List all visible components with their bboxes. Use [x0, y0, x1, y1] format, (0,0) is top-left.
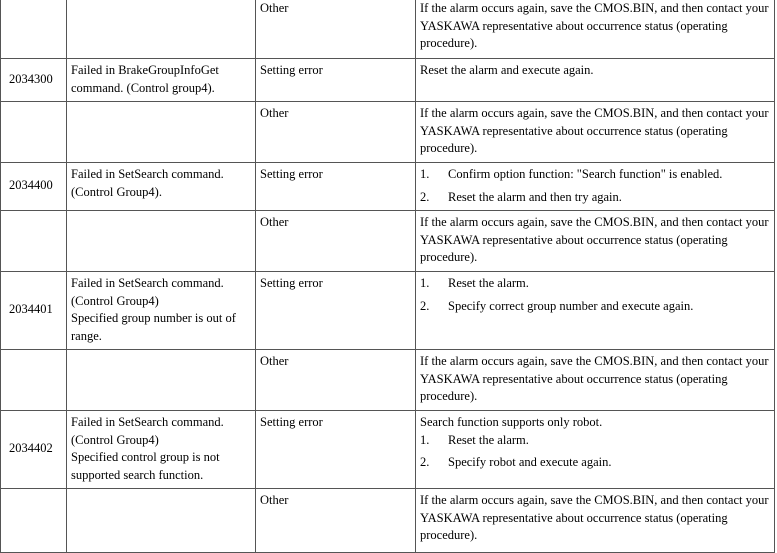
alarm-cause: Setting error	[256, 163, 416, 211]
alarm-remedy: If the alarm occurs again, save the CMOS.BIN, and then contact your YASKAWA representative about occurrence status (operating procedure).	[416, 489, 775, 553]
step-text: Reset the alarm and then try again.	[448, 189, 622, 204]
list-item	[420, 298, 770, 316]
alarm-cause: Setting error	[256, 411, 416, 489]
list-item	[420, 166, 770, 184]
remedy-steps	[420, 275, 770, 315]
alarm-cause: Other	[256, 211, 416, 272]
list-item	[420, 454, 770, 472]
table-row	[1, 411, 775, 489]
alarm-remedy: If the alarm occurs again, save the CMOS.BIN, and then contact your YASKAWA representative about occurrence status (operating procedure).	[416, 350, 775, 411]
alarm-cause: Other	[256, 489, 416, 553]
message-line: Failed in SetSearch command. (Control Group4)	[71, 415, 224, 447]
alarm-message: Failed in SetSearch command. (Control Group4).	[67, 163, 256, 211]
step-text: Specify correct group number and execute again.	[448, 298, 694, 313]
alarm-cause: Other	[256, 0, 416, 59]
alarm-message	[67, 350, 256, 411]
step-text: Specify robot and execute again.	[448, 455, 612, 469]
step-text: Reset the alarm.	[448, 432, 529, 447]
list-item	[420, 432, 770, 450]
step-number: 2.	[420, 455, 430, 469]
step-number: 2.	[420, 189, 430, 204]
alarm-remedy: Reset the alarm and execute again.	[416, 59, 775, 102]
remedy-intro: Search function supports only robot.	[420, 415, 603, 429]
alarm-remedy	[416, 163, 775, 211]
remedy-steps	[420, 166, 770, 206]
step-number: 1.	[420, 276, 430, 290]
remedy-steps	[420, 432, 770, 472]
message-line: Failed in SetSearch command. (Control Group4)	[71, 276, 224, 308]
alarm-code	[1, 350, 67, 411]
table-row	[1, 272, 775, 350]
alarm-cause: Setting error	[256, 59, 416, 102]
alarm-message	[67, 102, 256, 163]
alarm-remedy: If the alarm occurs again, save the CMOS.BIN, and then contact your YASKAWA representative about occurrence status (operating procedure).	[416, 102, 775, 163]
alarm-remedy	[416, 411, 775, 489]
table-row	[1, 350, 775, 411]
table-row	[1, 163, 775, 211]
alarm-code: 2034300	[1, 59, 67, 102]
alarm-cause: Setting error	[256, 272, 416, 350]
alarm-code	[1, 0, 67, 59]
alarm-message	[67, 411, 256, 489]
step-text: Confirm option function: "Search function" is enabled.	[448, 167, 723, 181]
alarm-message	[67, 211, 256, 272]
message-line: Specified group number is out of range.	[71, 311, 236, 343]
alarm-cause: Other	[256, 102, 416, 163]
alarm-message	[67, 0, 256, 59]
alarm-code: 2034402	[1, 411, 67, 489]
alarm-code	[1, 489, 67, 553]
alarm-code	[1, 102, 67, 163]
alarm-message	[67, 489, 256, 553]
alarm-code: 2034400	[1, 163, 67, 211]
alarm-code: 2034401	[1, 272, 67, 350]
alarm-message	[67, 272, 256, 350]
alarm-remedy: If the alarm occurs again, save the CMOS.BIN, and then contact your YASKAWA representative about occurrence status (operating procedure).	[416, 211, 775, 272]
table-row	[1, 59, 775, 102]
step-number: 1.	[420, 167, 430, 181]
table-row	[1, 0, 775, 59]
alarm-code	[1, 211, 67, 272]
alarm-message: Failed in BrakeGroupInfoGet command. (Control group4).	[67, 59, 256, 102]
table-row	[1, 489, 775, 553]
table-row	[1, 102, 775, 163]
step-number: 1.	[420, 432, 430, 447]
alarm-cause: Other	[256, 350, 416, 411]
table-row	[1, 211, 775, 272]
alarm-remedy: If the alarm occurs again, save the CMOS.BIN, and then contact your YASKAWA representative about occurrence status (operating procedure).	[416, 0, 775, 59]
alarm-remedy	[416, 272, 775, 350]
message-line: Specified control group is not supported search function.	[71, 450, 220, 482]
step-number: 2.	[420, 298, 430, 313]
list-item	[420, 189, 770, 207]
step-text: Reset the alarm.	[448, 276, 529, 290]
list-item	[420, 275, 770, 293]
